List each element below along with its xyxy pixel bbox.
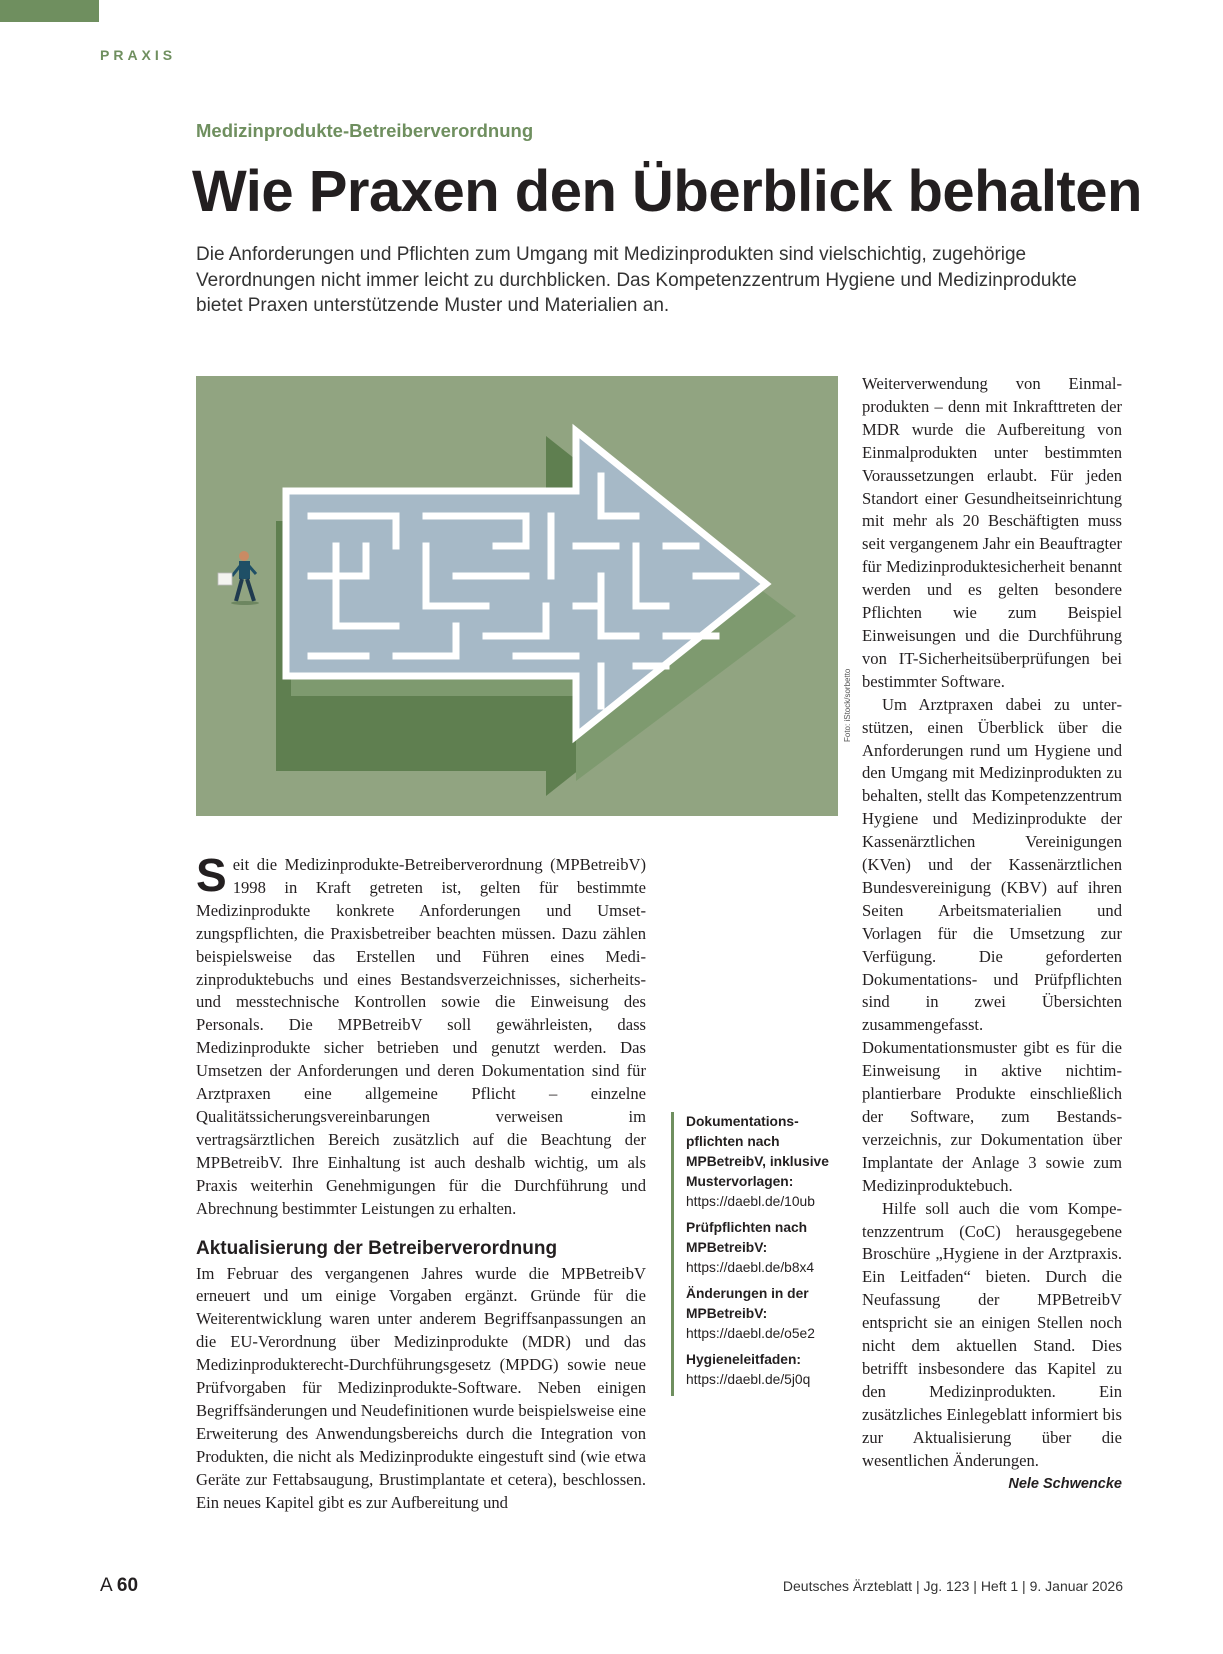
author-name: Nele Schwencke bbox=[1008, 1475, 1122, 1492]
page-number bbox=[100, 1575, 138, 1597]
sidebar-item-link[interactable]: https://daebl.de/5j0q bbox=[686, 1372, 811, 1387]
sidebar-item bbox=[686, 1218, 841, 1278]
article-title: Wie Praxen den Überblick behalten bbox=[192, 159, 1142, 224]
sidebar-item-title: Prüfpflichten nach MPBetreibV: bbox=[686, 1220, 808, 1255]
sidebar-item-link[interactable]: https://daebl.de/b8x4 bbox=[686, 1260, 815, 1275]
sidebar-item-title: Dokumentationspflichten nach MPBetreibV, inklusive Mustervorlagen: bbox=[686, 1114, 829, 1189]
body-paragraph-5-text: Hilfe soll auch die vom Kompetenzzentrum (CoC) herausgegebene Broschüre „Hygiene in der Arztpraxis. Ein Leitfaden“ bieten. Durch die Neufassung der MPBetreibV entspricht sie an einigen Stellen noch nicht dem aktuellen Stand. Dies betrifft insbesondere das Kapitel zu den Medizinprodukten. Ein zusätzliches Einlegeblatt informiert bis zur Aktualisierung über die wesentlichen Änderungen. bbox=[862, 1198, 1122, 1470]
page-number-value: 60 bbox=[116, 1575, 139, 1596]
link-sidebar bbox=[671, 1112, 841, 1396]
article-subheading: Aktualisierung der Betreiberverordnung bbox=[196, 1237, 558, 1259]
sidebar-item bbox=[686, 1350, 841, 1390]
sidebar-item-link[interactable]: https://daebl.de/o5e2 bbox=[686, 1326, 815, 1341]
sidebar-item-title: Änderungen in der MPBetreibV: bbox=[686, 1286, 809, 1321]
body-paragraph-4: Um Arztpraxen dabei zu unterstützen, einen Überblick über die Anforderungen rund um Hygiene und den Umgang mit Medizinprodukten zu behalten, stellt das Kompetenzzentrum Hygiene und Medizinprodukte der Kassenärztlichen Vereinigungen (KVen) und der Kassenärztlichen Bundesvereinigung (KBV) auf ihren Seiten Arbeitsmaterialien und Vorlagen für die Umsetzung zur Verfügung. Die geforderten Dokumentations- und Prüfpflichten sind in zwei Übersichten zusammengefasst. Dokumentationsmuster gibt es für die Einweisung in aktive nichtimplantierbare Produkte einschließlich der Software, zum Bestandsverzeichnis, zur Dokumentation über Implantate der Anlage 3 sowie zum Medizinproduktebuch. bbox=[862, 694, 1122, 1195]
body-paragraph-5 bbox=[862, 1198, 1122, 1492]
page-prefix: A bbox=[100, 1575, 112, 1596]
journal-footer: Deutsches Ärzteblatt | Jg. 123 | Heft 1 | 9. Januar 2026 bbox=[782, 1578, 1123, 1594]
sidebar-item-link[interactable]: https://daebl.de/10ub bbox=[686, 1194, 815, 1209]
businessman-figure bbox=[218, 551, 259, 605]
article-body-column-3 bbox=[862, 373, 1122, 1495]
sidebar-item-title: Hygieneleitfaden: bbox=[686, 1352, 801, 1367]
sidebar-item bbox=[686, 1112, 841, 1212]
maze-arrow-illustration bbox=[196, 376, 838, 816]
image-credit: Foto: iStock/sorbetto bbox=[843, 668, 852, 742]
article-lead: Die Anforderungen und Pflichten zum Umgang mit Medizinprodukten sind vielschichtig, zugehörige Verordnungen nicht immer leicht zu durchblicken. Das Kompetenzzentrum Hygiene und Medizinprodukte bietet Praxen unterstützende Muster und Materialien an. bbox=[196, 244, 1077, 316]
body-paragraph-3: Weiterverwendung von Einmalprodukten – denn mit Inkrafttreten der MDR wurde die Aufbereitung von Einmalprodukten unter bestimmten Voraussetzungen erlaubt. Für jeden Standort einer Gesundheitseinrichtung mit mehr als 20 Beschäftigten muss seit vergangenem Jahr ein Beauftragter für Medizinproduktesicherheit benannt werden und es gelten besondere Pflichten wie zum Beispiel Einweisungen und die Durchführung von IT-Sicherheitsüberprüfungen bei bestimmter Software. bbox=[862, 374, 1122, 691]
body-paragraph-1 bbox=[196, 849, 646, 1221]
sidebar-item bbox=[686, 1284, 841, 1344]
body-paragraph-2: Im Februar des vergangenen Jahres wurde die MPBetreibV erneuert und um einige Vorgaben ergänzt. Gründe für die Weiterentwicklung waren unter anderem Begriffsanpassungen an die EU-Verordnung über Medizinprodukte (MDR) und das Medizinprodukterecht-Durchführungsgesetz (MPDG) sowie neue Prüfvorgaben für Medizinprodukte-Software. Neben einigen Begriffsänderungen und Neudefinitionen wurde beispielsweise eine Erweiterung des Anwendungsbereichs durch die Integration von Produkten, die nicht als Medizinprodukte eingestuft sind (wie etwa Geräte zur Fettabsaugung, Brustimplantate et cetera), beschlossen. Ein neues Kapitel gibt es zur Aufbereitung und bbox=[196, 1263, 646, 1512]
section-label: PRAXIS bbox=[100, 47, 177, 63]
maze-arrow-graphic bbox=[196, 376, 838, 816]
section-color-bar bbox=[0, 0, 99, 22]
article-kicker: Medizinprodukte-Betreiberverordnung bbox=[196, 120, 534, 141]
drop-cap: S bbox=[196, 849, 227, 901]
article-body-column-1 bbox=[196, 849, 646, 1514]
body-paragraph-1-text: eit die Medizinprodukte-Betreiberverordnung (MPBetreibV) 1998 in Kraft getreten ist, gelten für bestimmte Medizinprodukte konkrete Anforderungen und Umsetzungspflichten, die Praxisbetreiber beachten müssen. Dazu zählen beispielsweise das Erstellen und Führen eines Medizinproduktebuchs und eines Bestandsverzeichnisses, sicherheits- und messtechnische Kontrollen sowie die Einweisung des Personals. Die MPBetreibV soll gewährleisten, dass Medizinprodukte sicher betrieben und genutzt werden. Das Umsetzen der Anforderungen und deren Dokumentation sind für Arztpraxen eine allgemeine Pflicht – einzelne Qualitätssicherungsvereinbarungen verweisen im vertragsärztlichen Bereich zusätzlich auf die Beachtung der MPBetreibV. Ihre Einhaltung ist auch deshalb wichtig, um als Praxis weiterhin Genehmigungen für die Durchführung und Abrechnung bestimmter Leistungen zu erhalten. bbox=[196, 855, 646, 1218]
